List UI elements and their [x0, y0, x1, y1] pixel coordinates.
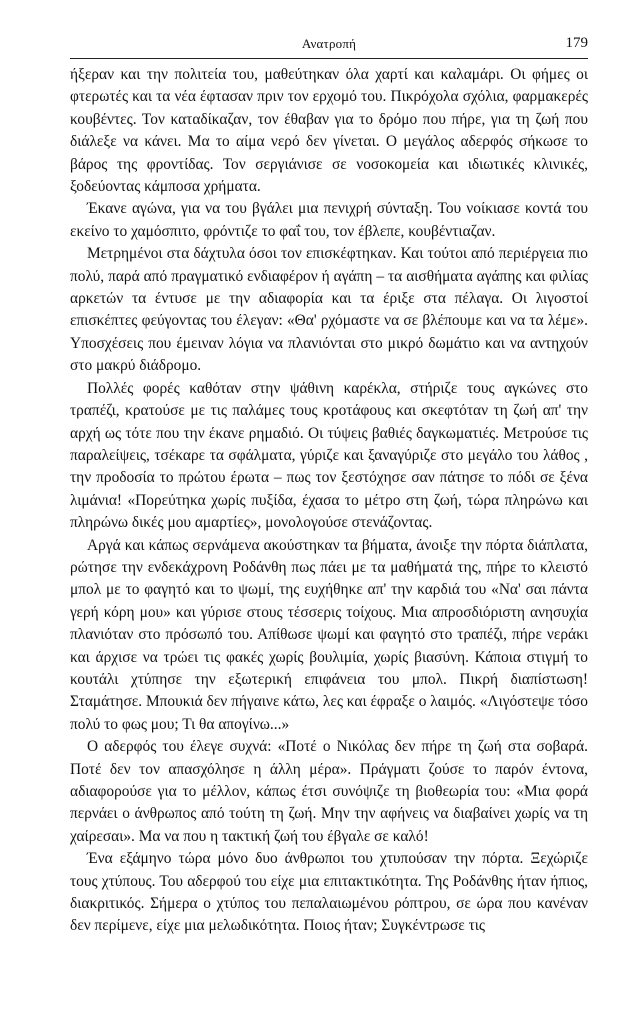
- body-text: [70, 64, 588, 938]
- paragraph: Πολλές φορές καθόταν στην ψάθινη καρέκλα, στήριζε τους αγκώνες στο τραπέζι, κρατούσε με τις παλάμες τους κροτάφους και σκεφτόταν τη ζωή απ' την αρχή ως τότε που την έκανε ρημαδιό. Οι τύψεις βαθιές δαγκωματιές. Μετρούσε τις παραλείψεις, τσέκαρε τα σφάλματα, γύριζε και ξαναγύριζε στο μεγάλο του λάθος , την προδοσία το πρώτου έρωτα – πως τον ξεστόχησε σαν πάτησε το πόδι σε ξένα λιμάνια! «Πορεύτηκα χωρίς πυξίδα, έχασα το μέτρο στη ζωή, τώρα πληρώνω και πληρώνω δικές μου αμαρτίες», μονολογούσε στενάζοντας.: [70, 379, 588, 532]
- paragraph: ήξεραν και την πολιτεία του, μαθεύτηκαν όλα χαρτί και καλαμάρι. Οι φήμες οι φτερωτές και τα νέα έφτασαν πριν τον ερχομό του. Πικρόχολα σχόλια, φαρμακερές κουβέντες. Τον καταδίκαζαν, τον έθαβαν για το δρόμο που πήρε, για τη ζωή που διάλεξε να κάνει. Μα το αίμα νερό δεν γίνεται. Ο μεγάλος αδερφός σήκωσε το βάρος της φροντίδας. Τον σεργιάνισε σε νοσοκομεία και ιδιωτικές κλινικές, ξοδεύοντας κάμποσα χρήματα.: [70, 66, 588, 196]
- paragraph: Ένα εξάμηνο τώρα μόνο δυο άνθρωποι του χτυπούσαν την πόρτα. Ξεχώριζε τους χτύπους. Του αδερφού του είχε μια επιτακτικότητα. Της Ροδάνθης ήταν ήπιος, διακριτικός. Σήμερα ο χτύπος του πεπαλαιωμένου ρόπτρου, σε ώρα που κανέναν δεν περίμενε, είχε μια μελωδικότητα. Ποιος ήταν; Συγκέντρωσε τις: [70, 850, 588, 935]
- paragraph: Μετρημένοι στα δάχτυλα όσοι τον επισκέφτηκαν. Και τούτοι από περιέργεια πιο πολύ, παρά από πραγματικό ενδιαφέρον ή αγάπη – τα αισθήματα αγάπης και φιλίας αρκετών τα έντυσε με την αδιαφορία και τα έριξε στα πέλαγα. Οι λιγοστοί επισκέπτες φεύγοντας του έλεγαν: «Θα' ρχόμαστε να σε βλέπουμε και να τα λέμε». Υποσχέσεις που έμειναν λόγια να πλανιόνται στο μικρό δωμάτιο και να αντηχούν στο μακρύ διάδρομο.: [70, 245, 588, 375]
- page-number: 179: [565, 35, 588, 51]
- running-title: Ανατροπή: [301, 36, 357, 51]
- paragraph: Έκανε αγώνα, για να του βγάλει μια πενιχρή σύνταξη. Του νοίκιασε κοντά του εκείνο το χαμόσπιτο, φρόντιζε το φαΐ του, τον έβλεπε, κουβέντιαζαν.: [70, 200, 588, 240]
- paragraph: Ο αδερφός του έλεγε συχνά: «Ποτέ ο Νικόλας δεν πήρε τη ζωή στα σοβαρά. Ποτέ δεν τον απασχόλησε η άλλη μέρα». Πράγματι ζούσε το παρόν έντονα, αδιαφορούσε για το μέλλον, κάπως έτσι συνόψιζε τη βιοθεωρία του: «Μια φορά περνάει ο άνθρωπος από τούτη τη ζωή. Μην την αφήνεις να διαβαίνει χωρίς να τη χαίρεσαι». Μα να που η τακτική ζωή του έβγαλε σε καλό!: [70, 738, 588, 845]
- page-header: [70, 36, 588, 58]
- header-rule: [70, 58, 588, 59]
- paragraph: Αργά και κάπως σερνάμενα ακούστηκαν τα βήματα, άνοιξε την πόρτα διάπλατα, ρώτησε την ενδεκάχρονη Ροδάνθη πως πάει με τα μαθήματά της, πήρε το κλειστό μπολ με το φαγητό και το ψωμί, της ευχήθηκε απ' την καρδιά του «Να' σαι πάντα γερή κόρη μου» και γύρισε στους τέσσερις τοίχους. Μια απροσδιόριστη ανησυχία πλανιόταν στο πρόσωπό του. Απίθωσε ψωμί και φαγητό στο τραπέζι, πήρε νεράκι και άρχισε να τρώει τις φακές χωρίς βουλιμία, χωρίς βιασύνη. Κάποια στιγμή το κουτάλι χτύπησε την εξωτερική επιφάνεια του μπολ. Πικρή διαπίστωση! Σταμάτησε. Μπουκιά δεν πήγαινε κάτω, λες και έφραξε ο λαιμός. «Λιγόστεψε τόσο πολύ το φως μου; Τι θα απογίνω...»: [70, 536, 588, 733]
